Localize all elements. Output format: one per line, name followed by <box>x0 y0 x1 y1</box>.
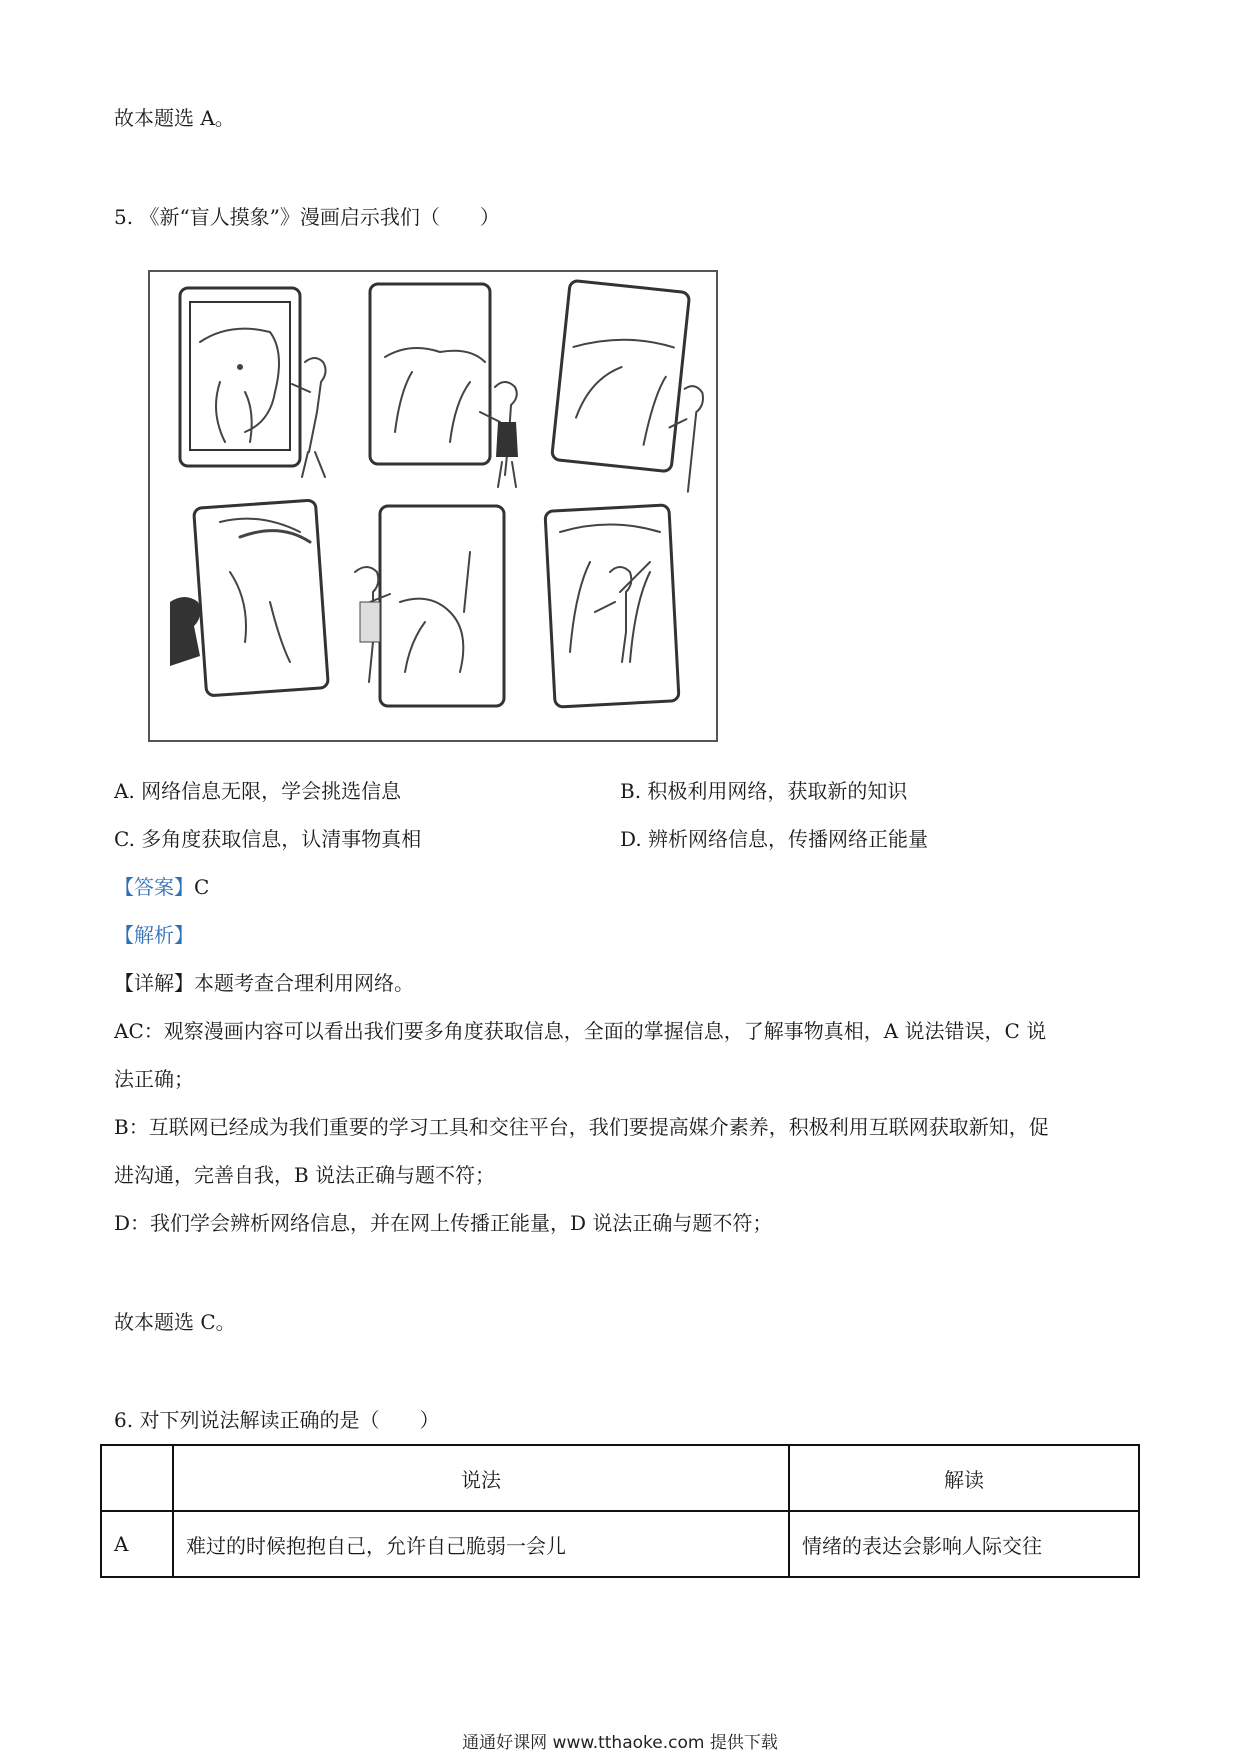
table-header-statement: 说法 <box>173 1445 789 1511</box>
question-5-conclusion: 故本题选 C。 <box>114 1310 236 1334</box>
table-row <box>101 1511 1139 1577</box>
table-header-blank <box>101 1445 173 1511</box>
explanation-ac-line-2: 法正确； <box>114 1067 194 1091</box>
answer-value: C <box>194 875 210 899</box>
footer-source: 通通好课网 www.tthaoke.com 提供下载 <box>462 1733 778 1753</box>
question-5-stem: 5. 《新“盲人摸象”》漫画启示我们（ ） <box>114 205 500 229</box>
previous-conclusion: 故本题选 A。 <box>114 106 235 130</box>
cartoon-panel-3 <box>550 280 714 492</box>
cartoon-panel-6 <box>545 505 679 707</box>
row-interpretation: 情绪的表达会影响人际交往 <box>789 1511 1139 1577</box>
explanation-b-line-1: B：互联网已经成为我们重要的学习工具和交往平台，我们要提高媒介素养，积极利用互联网获取新知，促 <box>114 1115 1049 1139</box>
option-c[interactable]: C. 多角度获取信息，认清事物真相 <box>114 827 422 851</box>
explanation-d-line: D：我们学会辨析网络信息，并在网上传播正能量，D 说法正确与题不符； <box>114 1211 773 1235</box>
explanation-b-line-2: 进沟通，完善自我，B 说法正确与题不符； <box>114 1163 496 1187</box>
option-b[interactable]: B. 积极利用网络，获取新的知识 <box>620 779 908 803</box>
blind-men-elephant-cartoon <box>148 270 718 742</box>
table-header-row <box>101 1445 1139 1511</box>
explanation-ac-line-1: AC：观察漫画内容可以看出我们要多角度获取信息，全面的掌握信息，了解事物真相，A 说法错误，C 说 <box>114 1019 1047 1043</box>
row-label: A <box>101 1511 173 1577</box>
detail-line: 【详解】本题考查合理利用网络。 <box>114 971 414 995</box>
cartoon-panel-2 <box>370 284 518 487</box>
cartoon-panel-5 <box>355 506 504 706</box>
answer-line <box>114 873 209 901</box>
cartoon-panel-1 <box>180 288 326 477</box>
question-6-stem: 6. 对下列说法解读正确的是（ ） <box>114 1408 440 1432</box>
table-header-interpretation: 解读 <box>789 1445 1139 1511</box>
option-a[interactable]: A. 网络信息无限，学会挑选信息 <box>114 779 402 803</box>
answer-tag: 【答案】 <box>114 875 194 899</box>
question-6-table <box>100 1444 1140 1578</box>
row-statement: 难过的时候抱抱自己，允许自己脆弱一会儿 <box>173 1511 789 1577</box>
option-d[interactable]: D. 辨析网络信息，传播网络正能量 <box>620 827 929 851</box>
cartoon-panel-4 <box>170 500 328 696</box>
cartoon-drawing <box>150 272 716 740</box>
analysis-tag: 【解析】 <box>114 923 194 947</box>
